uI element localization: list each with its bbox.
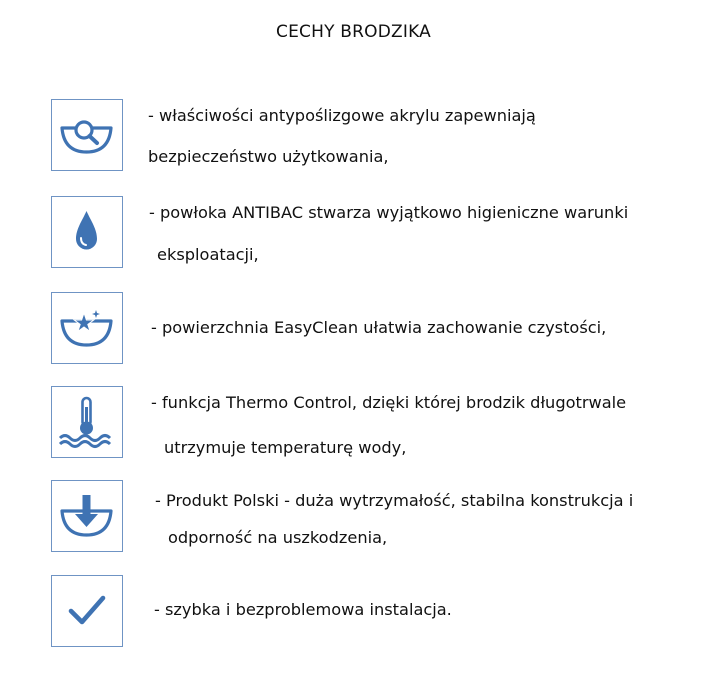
feature-text-line: eksploatacji, <box>157 245 259 264</box>
feature-text-line: bezpieczeństwo użytkowania, <box>148 147 389 166</box>
feature-text-line: utrzymuje temperaturę wody, <box>164 438 407 457</box>
feature-item-antislip <box>51 99 691 179</box>
feature-icon-box <box>51 386 123 458</box>
feature-text-line: - funkcja Thermo Control, dzięki której brodzik długotrwale <box>151 393 627 412</box>
feature-icon-box <box>51 575 123 647</box>
star-tray-icon <box>52 293 121 362</box>
feature-item-antibac <box>51 196 691 276</box>
feature-text-line: - właściwości antypoślizgowe akrylu zapewniają <box>148 106 536 125</box>
feature-icon-box <box>51 292 123 364</box>
feature-icon-box <box>51 99 123 171</box>
feature-item-installation <box>51 575 691 655</box>
arrow-down-tray-icon <box>52 481 121 550</box>
feature-text-line: - Produkt Polski - duża wytrzymałość, stabilna konstrukcja i <box>155 491 634 510</box>
page-title: CECHY BRODZIKA <box>276 22 431 42</box>
feature-text-line: - szybka i bezproblemowa instalacja. <box>154 600 452 619</box>
thermometer-water-icon <box>52 387 121 456</box>
feature-item-easyclean <box>51 292 691 372</box>
feature-item-thermo <box>51 386 691 466</box>
feature-icon-box <box>51 196 123 268</box>
feature-icon-box <box>51 480 123 552</box>
feature-text-line: - powłoka ANTIBAC stwarza wyjątkowo higieniczne warunki <box>149 203 629 222</box>
feature-text-line: odporność na uszkodzenia, <box>168 528 388 547</box>
checkmark-icon <box>52 576 121 645</box>
magnifier-tray-icon <box>52 100 121 169</box>
water-drop-icon <box>52 197 121 266</box>
feature-item-polish-product <box>51 480 691 560</box>
feature-text-line: - powierzchnia EasyClean ułatwia zachowanie czystości, <box>151 318 607 337</box>
